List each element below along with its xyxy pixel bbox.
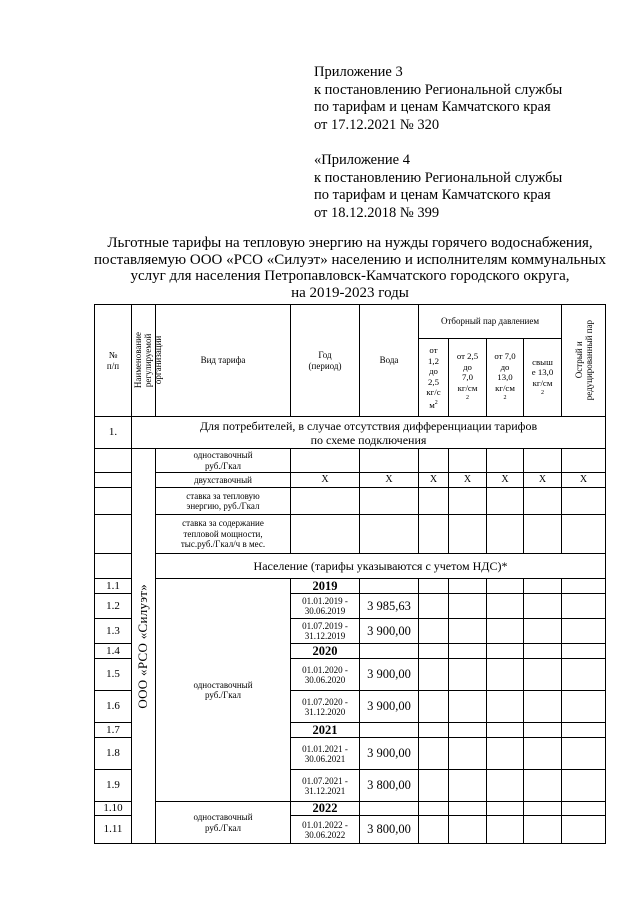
row-num: 1.4 — [95, 644, 132, 659]
header-year: Год (период) — [291, 305, 360, 417]
x-mark: X — [419, 473, 449, 488]
appendix-line: от 17.12.2021 № 320 — [314, 116, 440, 133]
row-num: 1.8 — [95, 738, 132, 770]
x-mark: X — [562, 473, 606, 488]
year-cell: 2019 — [291, 579, 360, 594]
appendix-line: к постановлению Региональной службы — [314, 81, 563, 98]
x-mark: X — [291, 473, 360, 488]
tariff-type-heat-rate: ставка за тепловую энергию, руб./Гкал — [156, 488, 291, 515]
appendix-line: по тарифам и ценам Камчатского края — [314, 99, 551, 115]
row-num: 1.3 — [95, 619, 132, 644]
row-num: 1.5 — [95, 659, 132, 691]
document-title — [80, 235, 620, 301]
water-value: 3 900,00 — [360, 619, 419, 644]
appendix-line: к постановлению Региональной службы — [314, 169, 563, 186]
period-cell: 01.01.2021 - 30.06.2021 — [291, 738, 360, 770]
year-cell: 2020 — [291, 644, 360, 659]
title-line: на 2019-2023 годы — [291, 284, 409, 301]
period-cell: 01.07.2020 - 31.12.2020 — [291, 691, 360, 723]
period-cell: 01.07.2021 - 31.12.2021 — [291, 770, 360, 802]
period-cell: 01.01.2019 - 30.06.2019 — [291, 594, 360, 619]
row-num: 1.10 — [95, 802, 132, 816]
tariff-type-one-part: одноставочный руб./Гкал — [156, 802, 291, 844]
header-steam: Отборный пар давлением — [419, 305, 562, 339]
appendix-line: «Приложение 4 — [314, 152, 410, 168]
water-value: 3 900,00 — [360, 691, 419, 723]
appendix-line: от 18.12.2018 № 399 — [314, 204, 440, 221]
tariff-type-one-part: одноставочный руб./Гкал — [156, 449, 291, 473]
period-cell: 01.07.2019 - 31.12.2019 — [291, 619, 360, 644]
appendix-old-block — [314, 152, 562, 222]
water-value: 3 800,00 — [360, 816, 419, 844]
table-cell — [95, 449, 132, 473]
header-org: Наименование регулируемой организации — [132, 305, 156, 417]
water-value: 3 800,00 — [360, 770, 419, 802]
header-tariff-type: Вид тарифа — [156, 305, 291, 417]
appendix-new-block — [314, 64, 562, 134]
row-num: 1.9 — [95, 770, 132, 802]
row-num: 1.11 — [95, 816, 132, 844]
appendix-line: Приложение 3 — [314, 64, 403, 80]
tariff-type-capacity-rate: ставка за содержание тепловой мощности, тыс.руб./Гкал/ч в мес. — [156, 515, 291, 554]
header-pressure-3: от 7,0 до 13,0 кг/см 2 — [487, 339, 524, 417]
year-cell: 2021 — [291, 723, 360, 738]
header-pressure-1: от 1,2 до 2,5 кг/с $м^2$ — [419, 339, 449, 417]
population-label: Население (тарифы указываются с учетом НДС)* — [156, 554, 606, 579]
period-cell: 01.01.2020 - 30.06.2020 — [291, 659, 360, 691]
appendix-line: по тарифам и ценам Камчатского края — [314, 187, 551, 203]
row-num: 1.2 — [95, 594, 132, 619]
row-num: 1.7 — [95, 723, 132, 738]
water-value: 3 900,00 — [360, 659, 419, 691]
year-cell: 2022 — [291, 802, 360, 816]
x-mark: X — [487, 473, 524, 488]
title-line: услуг для населения Петропавловск-Камчатского городского округа, — [130, 268, 570, 284]
row-num: 1.1 — [95, 579, 132, 594]
period-cell: 01.01.2022 - 30.06.2022 — [291, 816, 360, 844]
x-mark: X — [524, 473, 562, 488]
water-value: 3 985,63 — [360, 594, 419, 619]
tariff-table — [94, 304, 606, 844]
header-water: Вода — [360, 305, 419, 417]
x-mark: X — [449, 473, 487, 488]
header-pressure-4: свыш е 13,0 кг/см 2 — [524, 339, 562, 417]
section-label: Для потребителей, в случае отсутствия дифференциации тарифов по схеме подключения — [132, 417, 606, 449]
row-num: 1.6 — [95, 691, 132, 723]
header-num: № п/п — [95, 305, 132, 417]
header-acute-steam: Острый и редуцированный пар — [562, 305, 606, 417]
header-pressure-2: от 2,5 до 7,0 кг/см 2 — [449, 339, 487, 417]
x-mark: X — [360, 473, 419, 488]
tariff-type-one-part: одноставочный руб./Гкал — [156, 579, 291, 802]
water-value: 3 900,00 — [360, 738, 419, 770]
title-line: Льготные тарифы на тепловую энергию на нужды горячего водоснабжения, — [107, 235, 593, 251]
title-line: поставляемую ООО «РСО «Силуэт» населению и исполнителям коммунальных — [94, 251, 606, 268]
org-name-cell: ООО «РСО «Силуэт» — [132, 449, 156, 844]
section-num: 1. — [95, 417, 132, 449]
tariff-type-two-part: двухставочный — [156, 473, 291, 488]
